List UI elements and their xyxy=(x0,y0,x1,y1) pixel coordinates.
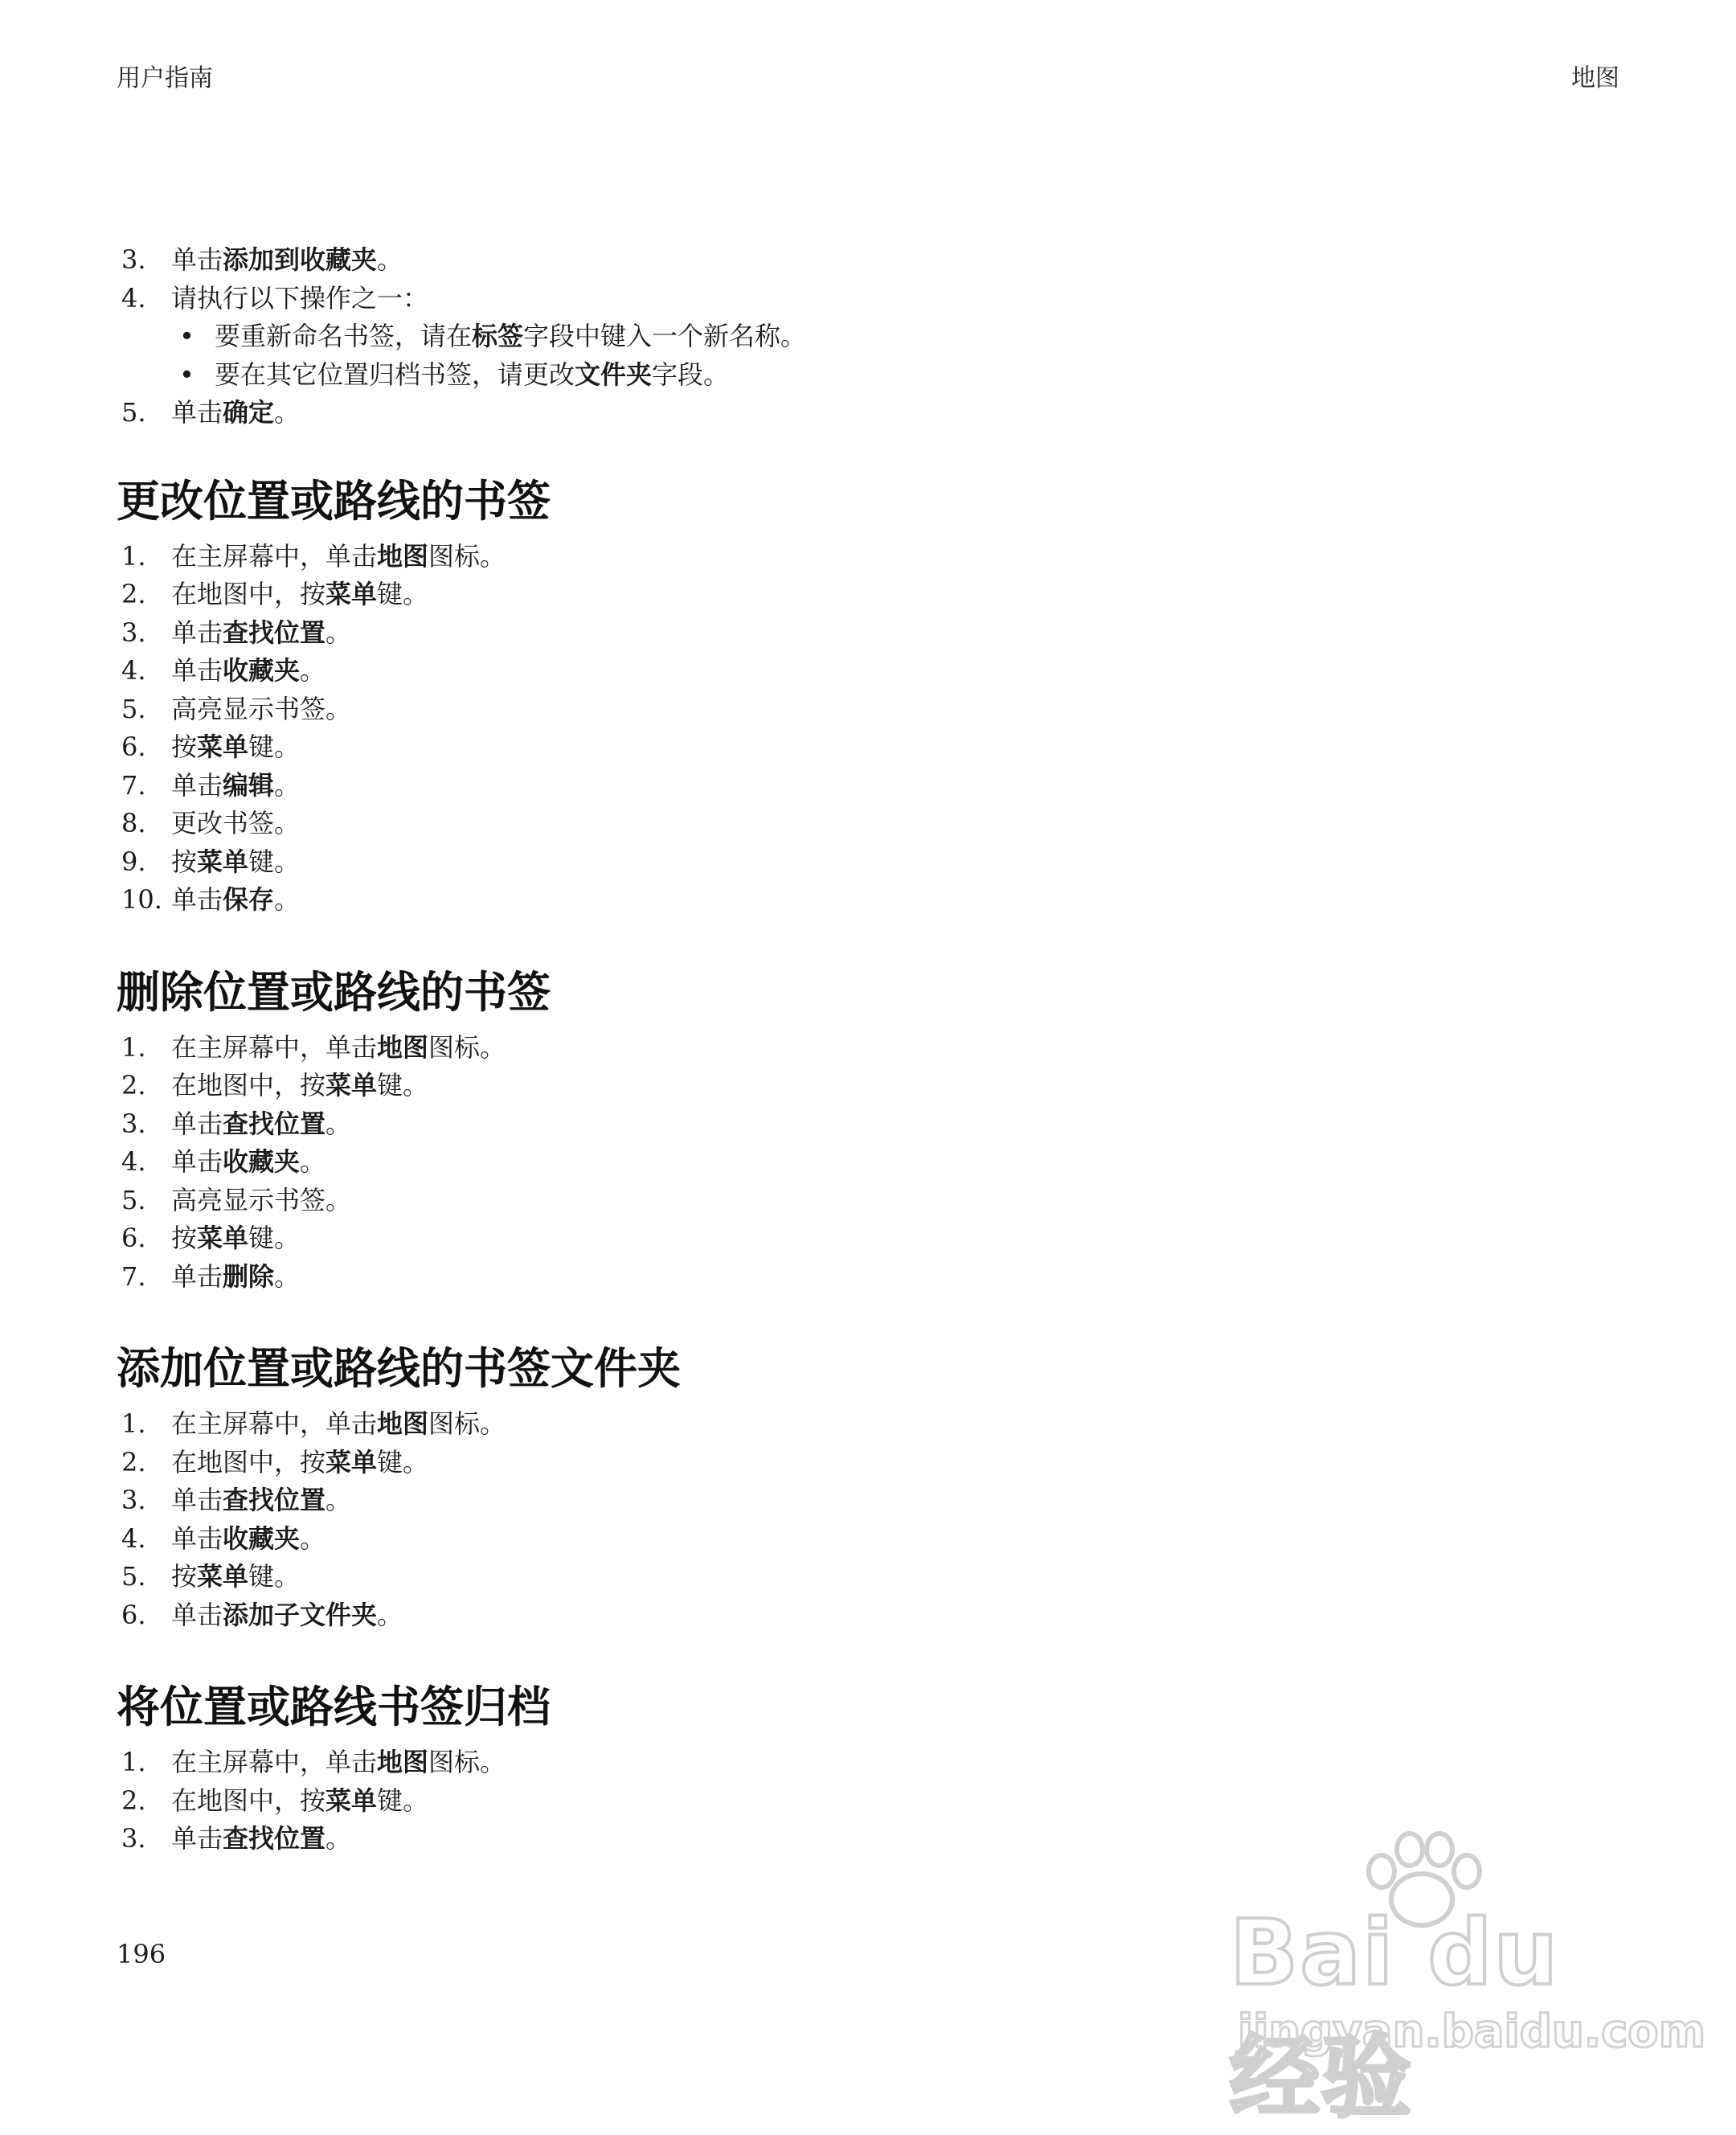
step-item xyxy=(117,538,1619,576)
step-text-tail: 键。 xyxy=(377,1070,429,1101)
step-item xyxy=(117,576,1619,614)
step-keyword: 收藏夹 xyxy=(223,655,301,686)
step-item xyxy=(117,614,1619,653)
section-title: 将位置或路线书签归档 xyxy=(117,1682,551,1733)
step-number: 10. xyxy=(121,884,162,916)
step-item xyxy=(117,1067,1619,1105)
step-text: 在地图中，按 xyxy=(171,1070,326,1101)
step-keyword: 添加到收藏夹 xyxy=(223,244,378,275)
step-keyword: 菜单 xyxy=(326,1070,378,1101)
step-text: 单击 xyxy=(171,1599,223,1630)
section xyxy=(117,477,1619,920)
step-keyword: 地图 xyxy=(377,1408,429,1440)
step-text-tail: 图标。 xyxy=(428,1747,506,1778)
step-keyword: 收藏夹 xyxy=(223,1522,301,1554)
step-text-tail: 图标。 xyxy=(428,540,506,572)
step-text: 单击 xyxy=(171,1522,223,1554)
step-text-tail: 。 xyxy=(274,1260,301,1292)
step-text: 单击 xyxy=(171,1260,223,1292)
step-text: 单击 xyxy=(171,655,223,686)
step-text-tail: 。 xyxy=(274,884,301,916)
step-item xyxy=(117,1029,1619,1068)
step-item xyxy=(117,767,1619,805)
step-item xyxy=(117,280,1619,395)
step-text: 在主屏幕中，单击 xyxy=(171,1408,378,1440)
step-number: 3. xyxy=(121,617,146,648)
step-number: 4. xyxy=(121,655,146,686)
step-number: 6. xyxy=(121,1223,146,1254)
step-list xyxy=(117,538,1619,920)
step-keyword: 编辑 xyxy=(223,769,275,801)
step-item xyxy=(117,1520,1619,1559)
step-item xyxy=(117,1143,1619,1182)
sub-item xyxy=(171,356,1619,395)
page-number: 196 xyxy=(117,1939,166,1969)
step-number: 9. xyxy=(121,846,146,877)
step-text-tail: 。 xyxy=(300,1522,326,1554)
step-text-tail: 。 xyxy=(326,1485,352,1516)
watermark-logo-text: Bai du 经验 xyxy=(1230,1901,1560,2130)
step-text-tail: 。 xyxy=(274,397,301,428)
step-number: 5. xyxy=(121,397,146,428)
step-text-tail: 。 xyxy=(326,617,352,648)
step-text: 在主屏幕中，单击 xyxy=(171,1031,378,1063)
step-number: 2. xyxy=(121,1785,146,1816)
step-text-tail: 。 xyxy=(377,1599,403,1630)
step-item xyxy=(117,1219,1619,1258)
step-text: 请执行以下操作之一： xyxy=(171,282,429,313)
step-text-tail: 键。 xyxy=(248,731,301,763)
step-number: 2. xyxy=(121,1446,146,1477)
step-item xyxy=(117,1105,1619,1144)
step-keyword: 菜单 xyxy=(326,579,378,610)
step-item xyxy=(117,1481,1619,1520)
step-number: 1. xyxy=(121,1747,146,1778)
bullet-icon: • xyxy=(179,359,194,390)
step-text: 在主屏幕中，单击 xyxy=(171,1747,378,1778)
watermark-url: jingyan.baidu.com xyxy=(1238,2006,1706,2058)
step-text-tail: 图标。 xyxy=(428,1408,506,1440)
step-item xyxy=(117,652,1619,690)
step-number: 4. xyxy=(121,282,146,313)
step-number: 3. xyxy=(121,1823,146,1854)
step-item xyxy=(117,1558,1619,1596)
step-item xyxy=(117,1182,1619,1220)
running-header-right: 地图 xyxy=(1571,64,1619,92)
running-header-left: 用户指南 xyxy=(117,64,213,92)
step-keyword: 删除 xyxy=(223,1260,275,1292)
document-body xyxy=(117,241,1619,1858)
step-number: 6. xyxy=(121,1599,146,1630)
step-text: 单击 xyxy=(171,397,223,428)
step-number: 3. xyxy=(121,1108,146,1139)
step-text: 按 xyxy=(171,846,198,877)
sub-item xyxy=(171,318,1619,356)
step-item xyxy=(117,843,1619,882)
step-text: 单击 xyxy=(171,884,223,916)
step-text-tail: 键。 xyxy=(377,579,429,610)
step-number: 6. xyxy=(121,731,146,763)
section xyxy=(117,968,1619,1297)
step-text: 高亮显示书签。 xyxy=(171,693,352,724)
section-title: 更改位置或路线的书签 xyxy=(117,475,551,527)
step-list xyxy=(117,1405,1619,1634)
step-keyword: 收藏夹 xyxy=(223,1146,301,1178)
step-text: 单击 xyxy=(171,1823,223,1854)
step-number: 3. xyxy=(121,244,146,275)
step-item xyxy=(117,1744,1619,1782)
step-text: 在地图中，按 xyxy=(171,1446,326,1477)
section-title: 添加位置或路线的书签文件夹 xyxy=(117,1343,681,1395)
step-number: 5. xyxy=(121,1184,146,1215)
step-list xyxy=(117,1029,1619,1297)
step-number: 8. xyxy=(121,808,146,839)
section xyxy=(117,1344,1619,1634)
step-keyword: 查找位置 xyxy=(223,617,326,648)
step-text-tail: 。 xyxy=(274,769,301,801)
step-keyword: 菜单 xyxy=(326,1446,378,1477)
step-text: 按 xyxy=(171,731,198,763)
step-text: 按 xyxy=(171,1223,198,1254)
step-number: 1. xyxy=(121,1408,146,1440)
sub-item-text: 要重新命名书签，请在 xyxy=(215,321,473,351)
step-text: 高亮显示书签。 xyxy=(171,1184,352,1215)
step-item xyxy=(117,690,1619,729)
step-keyword: 菜单 xyxy=(197,1223,249,1254)
step-keyword: 菜单 xyxy=(197,1561,249,1592)
step-keyword: 确定 xyxy=(223,397,275,428)
step-item xyxy=(117,728,1619,767)
step-item xyxy=(117,1782,1619,1821)
step-keyword: 菜单 xyxy=(197,846,249,877)
sub-item-text: 要在其它位置归档书签，请更改 xyxy=(215,359,575,390)
step-number: 2. xyxy=(121,579,146,610)
step-keyword: 地图 xyxy=(377,1031,429,1063)
step-text: 单击 xyxy=(171,1146,223,1178)
step-text-tail: 键。 xyxy=(377,1446,429,1477)
step-keyword: 查找位置 xyxy=(223,1108,326,1139)
step-keyword: 查找位置 xyxy=(223,1485,326,1516)
step-keyword: 添加子文件夹 xyxy=(223,1599,378,1630)
step-text-tail: 键。 xyxy=(248,846,301,877)
step-text: 单击 xyxy=(171,1485,223,1516)
step-item xyxy=(117,805,1619,843)
step-text: 在地图中，按 xyxy=(171,579,326,610)
step-item xyxy=(117,1596,1619,1635)
step-keyword: 地图 xyxy=(377,1747,429,1778)
step-number: 2. xyxy=(121,1070,146,1101)
step-text-tail: 键。 xyxy=(377,1785,429,1816)
step-number: 4. xyxy=(121,1522,146,1554)
step-number: 1. xyxy=(121,1031,146,1063)
sub-item-keyword: 文件夹 xyxy=(575,359,653,390)
step-text: 在主屏幕中，单击 xyxy=(171,540,378,572)
step-number: 1. xyxy=(121,540,146,572)
step-item xyxy=(117,1405,1619,1444)
bullet-icon: • xyxy=(179,321,194,351)
step-keyword: 查找位置 xyxy=(223,1823,326,1854)
step-text: 单击 xyxy=(171,617,223,648)
step-text-tail: 键。 xyxy=(248,1561,301,1592)
step-text-tail: 。 xyxy=(300,1146,326,1178)
step-number: 7. xyxy=(121,1260,146,1292)
step-text: 单击 xyxy=(171,1108,223,1139)
baidu-jingyan-watermark xyxy=(1230,1825,1706,2130)
step-keyword: 菜单 xyxy=(326,1785,378,1816)
sub-item-list xyxy=(171,318,1619,394)
step-text-tail: 。 xyxy=(326,1823,352,1854)
sub-item-text-tail: 字段中键入一个新名称。 xyxy=(523,321,807,351)
step-keyword: 地图 xyxy=(377,540,429,572)
step-item xyxy=(117,881,1619,920)
step-item xyxy=(117,394,1619,432)
step-keyword: 菜单 xyxy=(197,731,249,763)
step-text: 按 xyxy=(171,1561,198,1592)
step-number: 5. xyxy=(121,693,146,724)
intro-step-list xyxy=(117,241,1619,432)
sub-item-keyword: 标签 xyxy=(472,321,524,351)
step-text: 单击 xyxy=(171,769,223,801)
step-text-tail: 。 xyxy=(377,244,403,275)
step-number: 3. xyxy=(121,1485,146,1516)
step-number: 4. xyxy=(121,1146,146,1178)
sub-item-text-tail: 字段。 xyxy=(652,359,730,390)
step-text: 在地图中，按 xyxy=(171,1785,326,1816)
step-number: 5. xyxy=(121,1561,146,1592)
step-text-tail: 键。 xyxy=(248,1223,301,1254)
sections-container xyxy=(117,477,1619,1858)
step-keyword: 保存 xyxy=(223,884,275,916)
step-item xyxy=(117,1444,1619,1482)
step-text-tail: 。 xyxy=(326,1108,352,1139)
step-text-tail: 。 xyxy=(300,655,326,686)
step-number: 7. xyxy=(121,769,146,801)
step-item xyxy=(117,1258,1619,1297)
step-text: 更改书签。 xyxy=(171,808,301,839)
step-text: 单击 xyxy=(171,244,223,275)
step-item xyxy=(117,241,1619,280)
step-text-tail: 图标。 xyxy=(428,1031,506,1063)
section-title: 删除位置或路线的书签 xyxy=(117,966,551,1018)
